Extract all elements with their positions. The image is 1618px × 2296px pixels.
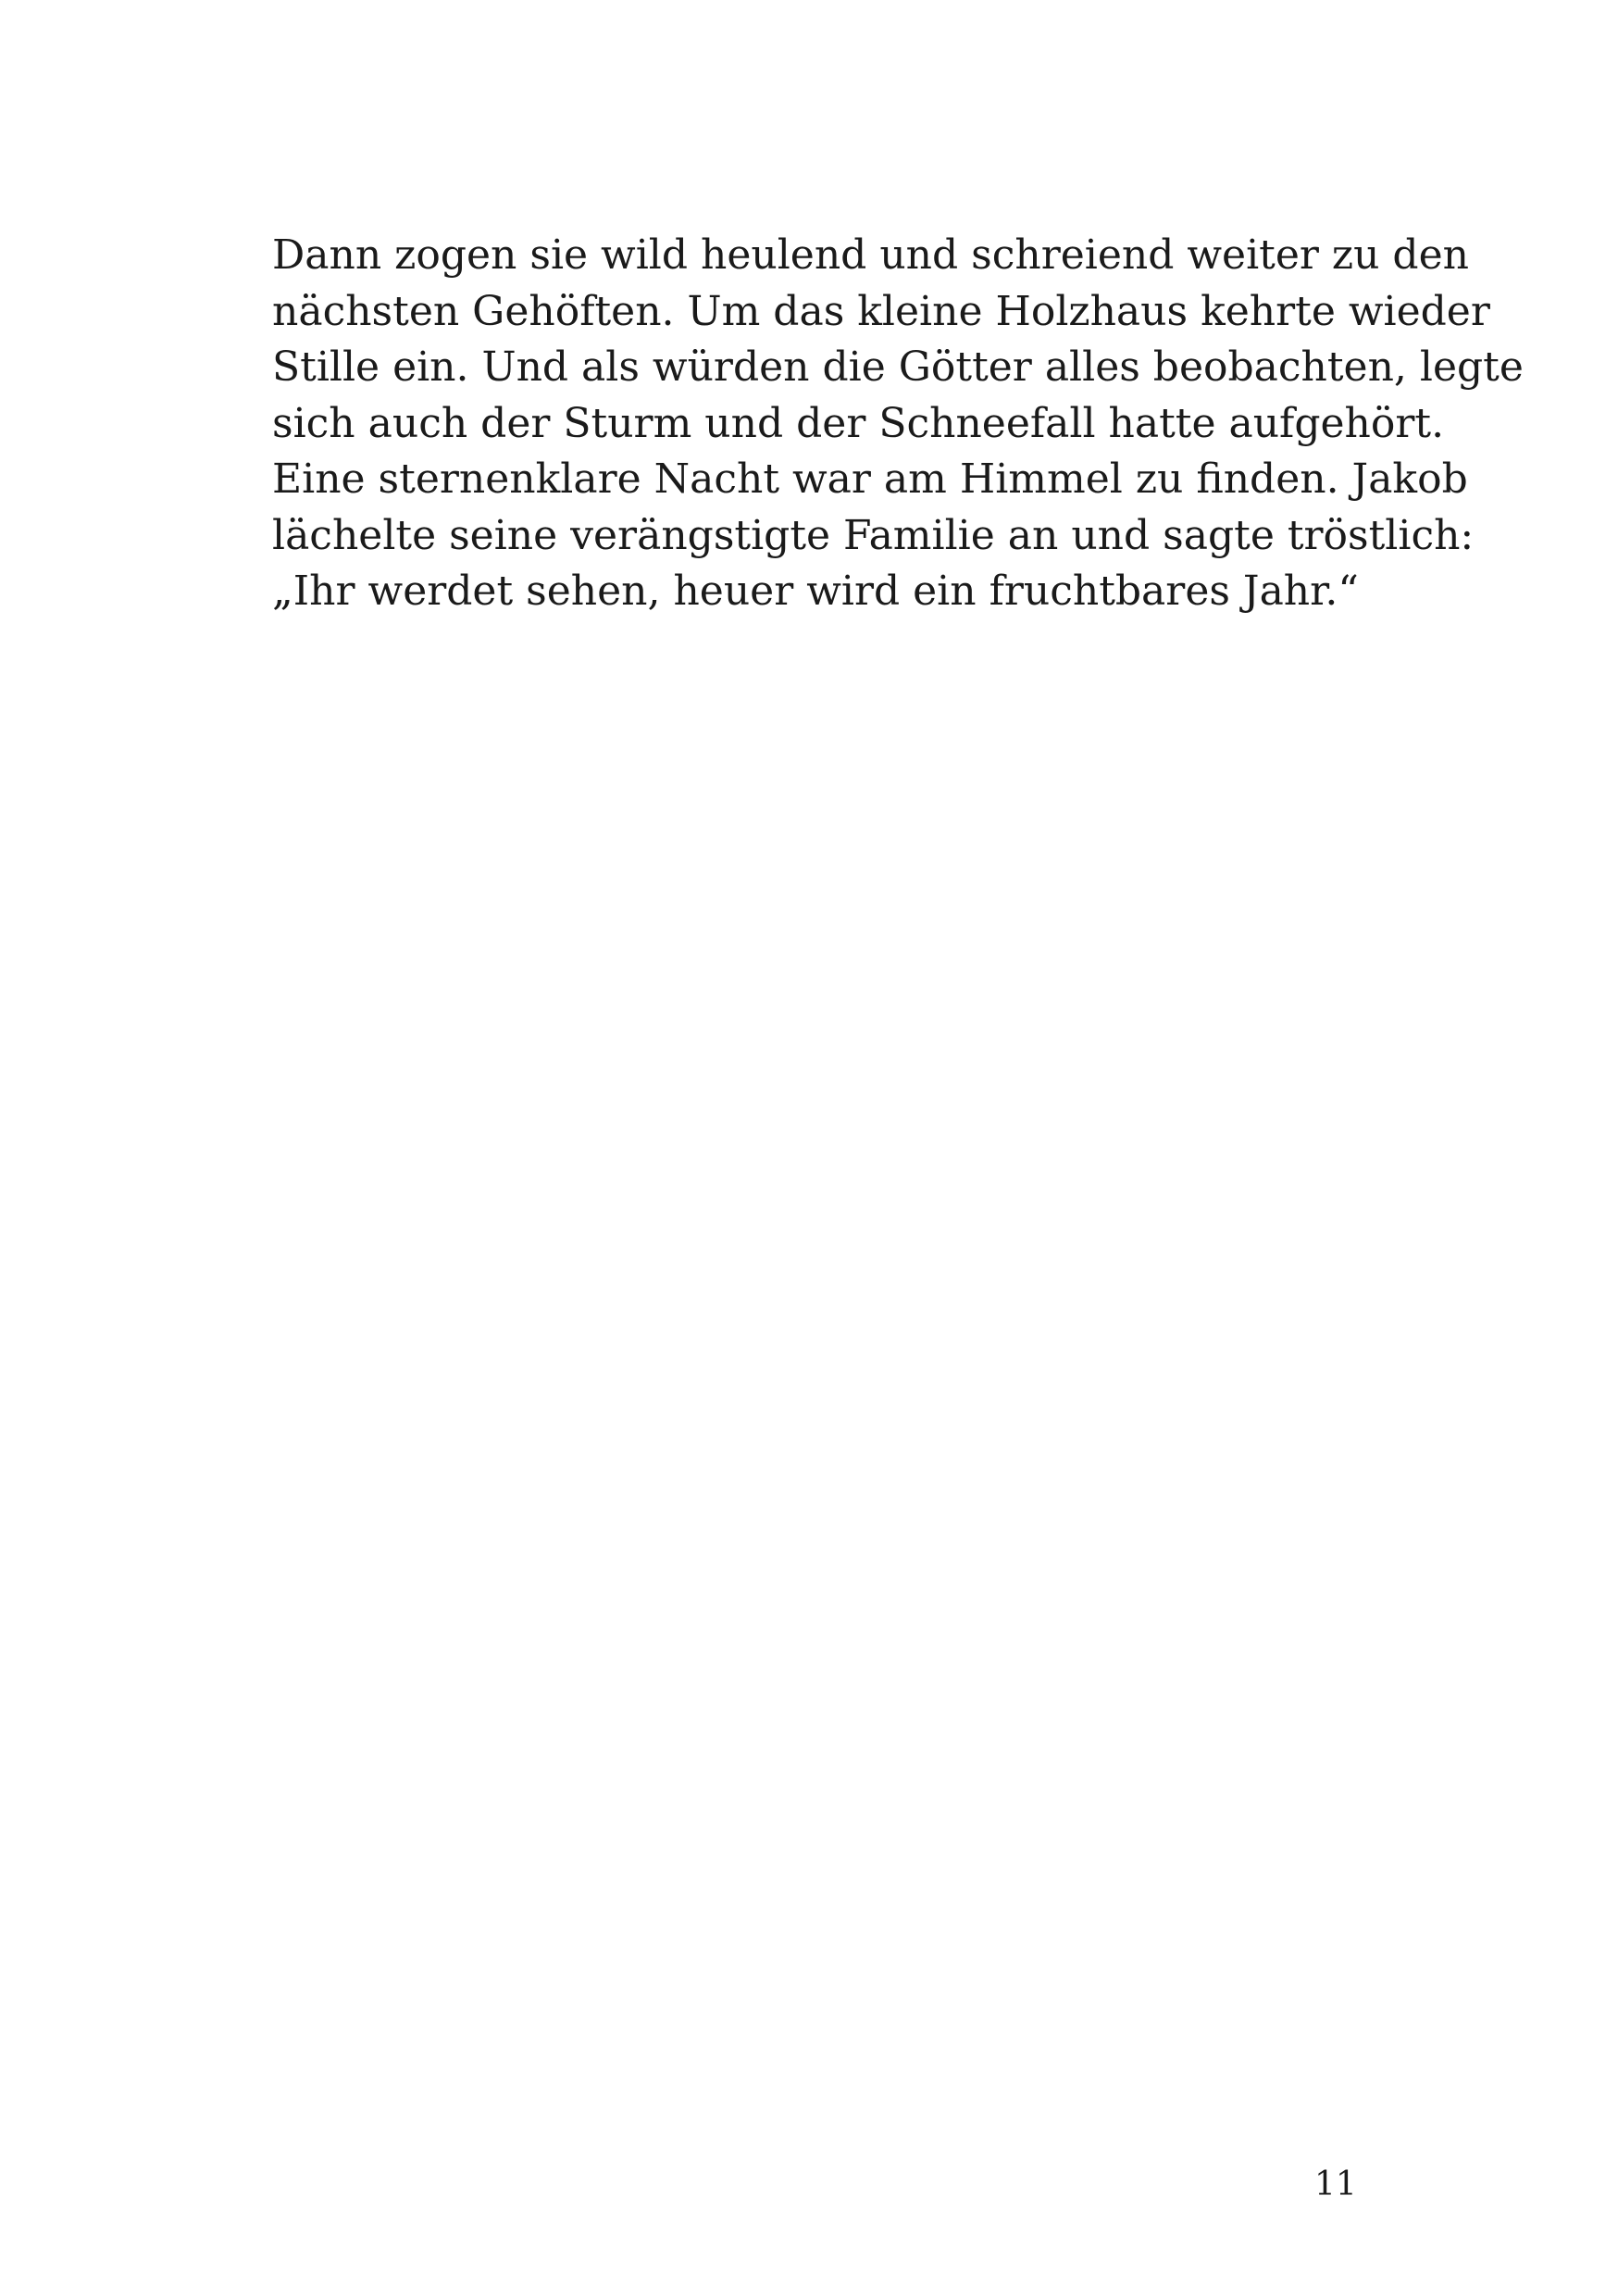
paragraph-line: „Ihr werdet sehen, heuer wird ein fruchtbares Jahr.“	[272, 568, 1359, 615]
paragraph-line: nächsten Gehöften. Um das kleine Holzhaus kehrte wieder	[272, 287, 1490, 335]
body-paragraph	[272, 228, 1524, 620]
paragraph-line: Dann zogen sie wild heulend und schreiend weiter zu den	[272, 231, 1469, 279]
page-number: 11	[1314, 2165, 1357, 2203]
paragraph-line: Stille ein. Und als würden die Götter alles beobachten, legte	[272, 343, 1524, 391]
paragraph-line: sich auch der Sturm und der Schneefall hatte aufgehört.	[272, 399, 1445, 447]
paragraph-line: Eine sternenklare Nacht war am Himmel zu finden. Jakob	[272, 455, 1468, 503]
paragraph-line: lächelte seine verängstigte Familie an und sagte tröstlich:	[272, 511, 1475, 559]
